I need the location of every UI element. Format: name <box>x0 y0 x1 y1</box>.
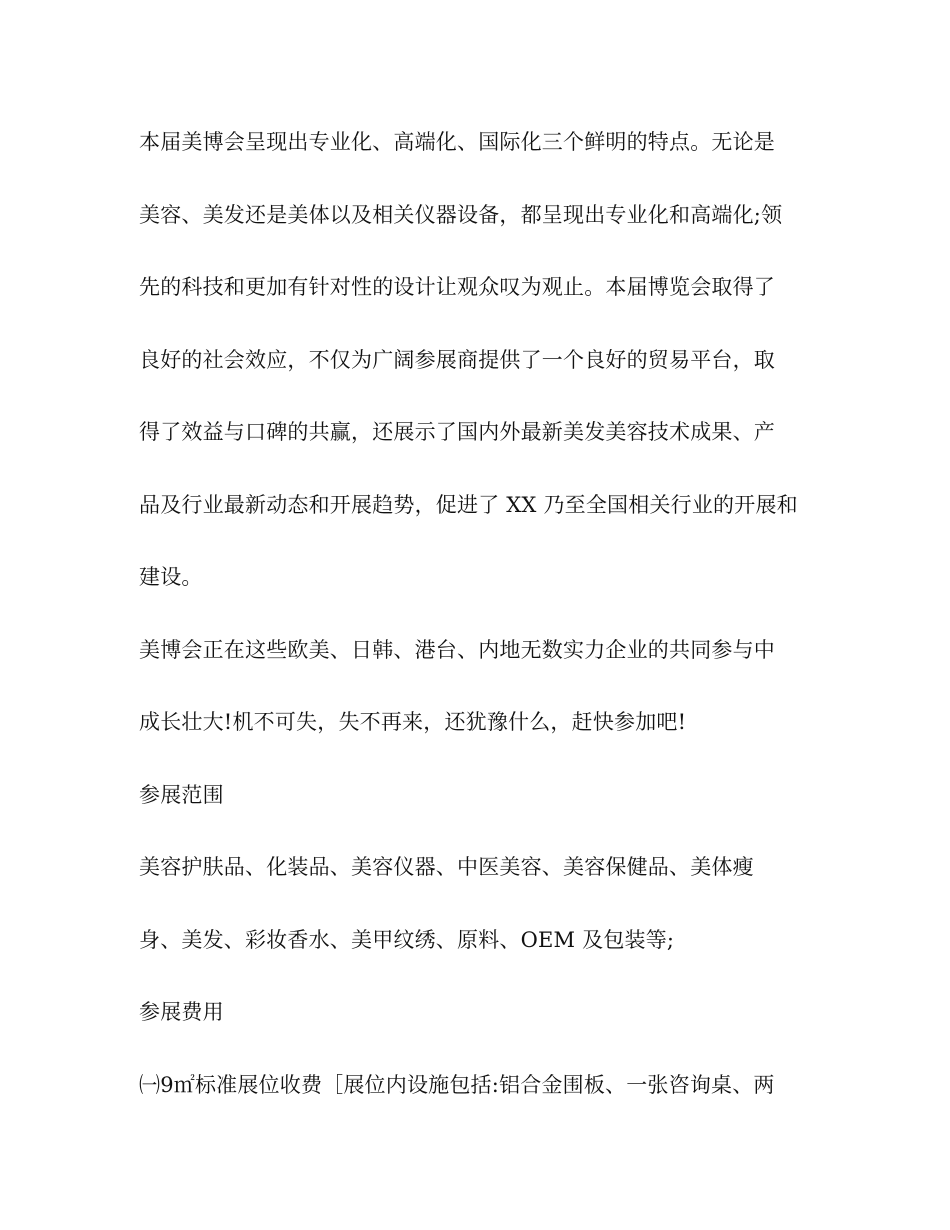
text-line: 成长壮大!机不可失，失不再来，还犹豫什么，赶快参加吧! <box>139 710 687 734</box>
text-line: 美容、美发还是美体以及相关仪器设备，都呈现出专业化和高端化;领 <box>139 203 783 227</box>
text-line: 建设。 <box>139 565 203 589</box>
section-heading-fees: 参展费用 <box>139 1000 224 1024</box>
text-line: 品及行业最新动态和开展趋势，促进了 XX 乃至全国相关行业的开展和 <box>139 493 798 517</box>
text-line: 先的科技和更加有针对性的设计让观众叹为观止。本届博览会取得了 <box>139 275 775 299</box>
text-line: 美博会正在这些欧美、日韩、港台、内地无数实力企业的共同参与中 <box>139 638 775 662</box>
text-line: 美容护肤品、化装品、美容仪器、中医美容、美容保健品、美体瘦 <box>139 855 754 879</box>
text-line: 本届美博会呈现出专业化、高端化、国际化三个鲜明的特点。无论是 <box>139 130 775 154</box>
section-heading-scope: 参展范围 <box>139 783 224 807</box>
text-line: 得了效益与口碑的共赢，还展示了国内外最新美发美容技术成果、产 <box>139 420 775 444</box>
text-line: 身、美发、彩妆香水、美甲纹绣、原料、OEM 及包装等; <box>139 928 675 952</box>
text-line: ㈠9㎡标准展位收费［展位内设施包括:铝合金围板、一张咨询桌、两 <box>139 1073 775 1097</box>
text-line: 良好的社会效应，不仅为广阔参展商提供了一个良好的贸易平台，取 <box>139 348 775 372</box>
